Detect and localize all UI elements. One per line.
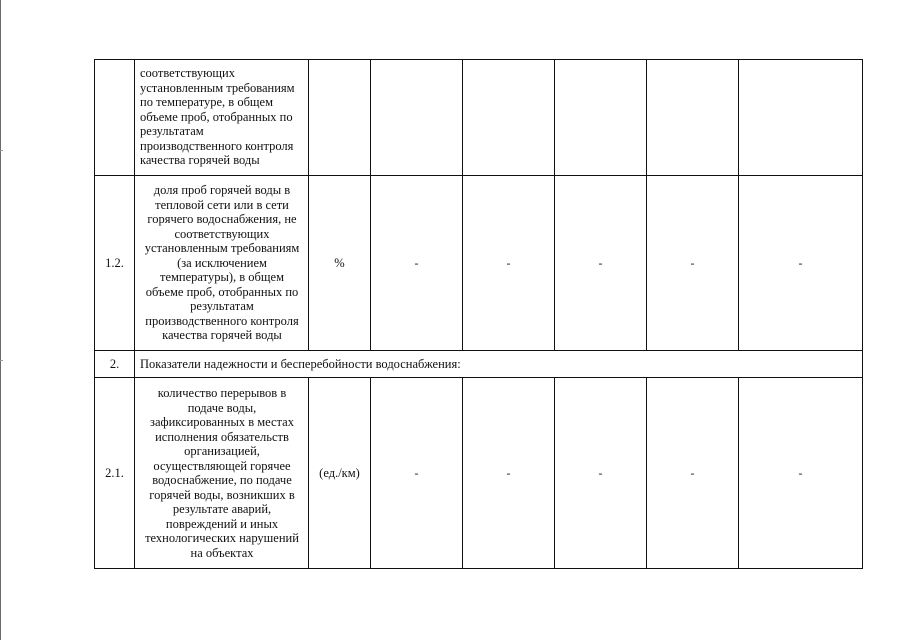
row-number-cell [95, 60, 135, 176]
indicator-description: соответствующих установленным требованиям по температуре, в общем объеме проб, отобранных по результатам производственного контроля качества горячей воды [135, 60, 309, 176]
value-dash: - [690, 465, 695, 480]
value-dash: - [506, 255, 511, 270]
value-cell [555, 378, 647, 569]
row-number-cell: 1.2. [95, 176, 135, 351]
value-cell [463, 378, 555, 569]
value-cell [463, 176, 555, 351]
table-row [95, 176, 863, 351]
value-dash: - [414, 465, 419, 480]
indicator-description: количество перерывов в подаче воды, зафиксированных в местах исполнения обязательств организацией, осуществляющей горячее водоснабжение, по подаче горячей воды, возникших в результате аварий, повреждений и иных технологических нарушений на объектах [135, 378, 309, 569]
value-cell [371, 60, 463, 176]
value-cell [555, 60, 647, 176]
row-number-cell: 2.1. [95, 378, 135, 569]
value-cell [463, 60, 555, 176]
value-cell [739, 176, 863, 351]
indicators-table [94, 59, 863, 569]
section-title: Показатели надежности и бесперебойности водоснабжения: [135, 351, 863, 378]
page-edge-mark [0, 150, 3, 151]
unit-cell [309, 60, 371, 176]
row-number-cell: 2. [95, 351, 135, 378]
value-cell [555, 176, 647, 351]
value-cell [739, 378, 863, 569]
table-row [95, 60, 863, 176]
value-cell [647, 60, 739, 176]
section-row [95, 351, 863, 378]
table-row [95, 378, 863, 569]
value-dash: - [506, 465, 511, 480]
value-cell [739, 60, 863, 176]
value-dash: - [690, 255, 695, 270]
unit-cell: (ед./км) [309, 378, 371, 569]
value-dash: - [798, 255, 803, 270]
value-cell [371, 378, 463, 569]
page-edge-mark [0, 360, 3, 361]
value-dash: - [414, 255, 419, 270]
indicator-description: доля проб горячей воды в тепловой сети или в сети горячего водоснабжения, не соответствующих установленным требованиям (за исключением температуры), в общем объеме проб, отобранных по результатам производственного контроля качества горячей воды [135, 176, 309, 351]
value-cell [371, 176, 463, 351]
value-cell [647, 176, 739, 351]
value-dash: - [598, 255, 603, 270]
page-left-edge [0, 0, 1, 640]
unit-cell: % [309, 176, 371, 351]
value-cell [647, 378, 739, 569]
value-dash: - [598, 465, 603, 480]
value-dash: - [798, 465, 803, 480]
